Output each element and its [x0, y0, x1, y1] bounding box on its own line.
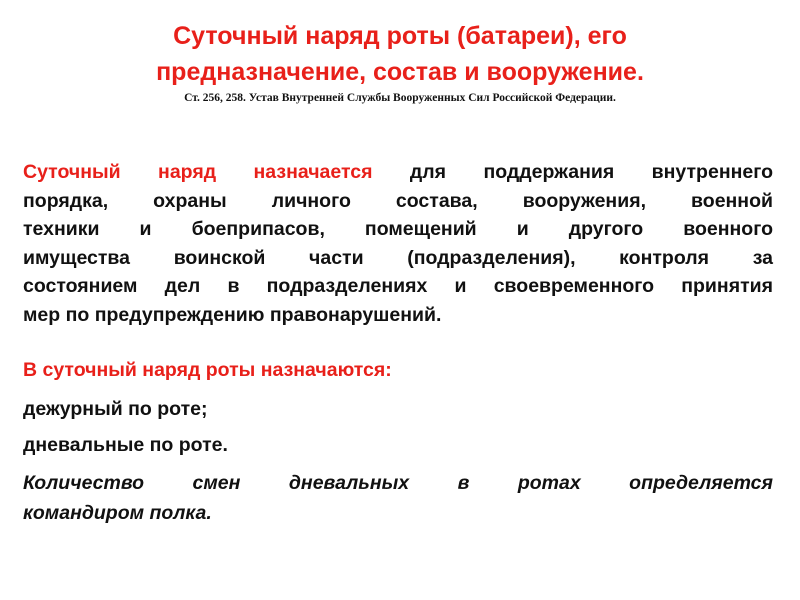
composition-item-orderlies: дневальные по роте. — [23, 434, 228, 456]
source-reference: Ст. 256, 258. Устав Внутренней Службы Вооруженных Сил Российской Федерации. — [184, 92, 616, 104]
purpose-line-3: техники и боеприпасов, помещений и другого военного — [23, 218, 773, 240]
slide-title-line-2: предназначение, состав и вооружение. — [156, 58, 644, 86]
purpose-line-1 — [23, 158, 773, 187]
purpose-line-6: мер по предупреждению правонарушений. — [23, 303, 442, 326]
purpose-line-2: порядка, охраны личного состава, вооружения, военной — [23, 189, 773, 212]
composition-item-duty-officer: дежурный по роте; — [23, 398, 208, 420]
slide-title — [40, 18, 760, 90]
purpose-line-5: состоянием дел в подразделениях и своевременного принятия — [23, 275, 773, 297]
closing-line-1: Количество смен дневальных в ротах определяется — [23, 472, 773, 494]
purpose-line-4: имущества воинской части (подразделения), контроля за — [23, 246, 773, 269]
closing-note — [23, 468, 773, 528]
composition-heading: В суточный наряд роты назначаются: — [23, 359, 392, 381]
purpose-lead: Суточный наряд назначается — [23, 161, 373, 183]
purpose-paragraph — [23, 158, 773, 329]
closing-line-2: командиром полка. — [23, 502, 212, 524]
slide-title-line-1: Суточный наряд роты (батареи), его — [173, 22, 627, 50]
purpose-line-1-rest: для поддержания внутреннего — [409, 161, 773, 183]
